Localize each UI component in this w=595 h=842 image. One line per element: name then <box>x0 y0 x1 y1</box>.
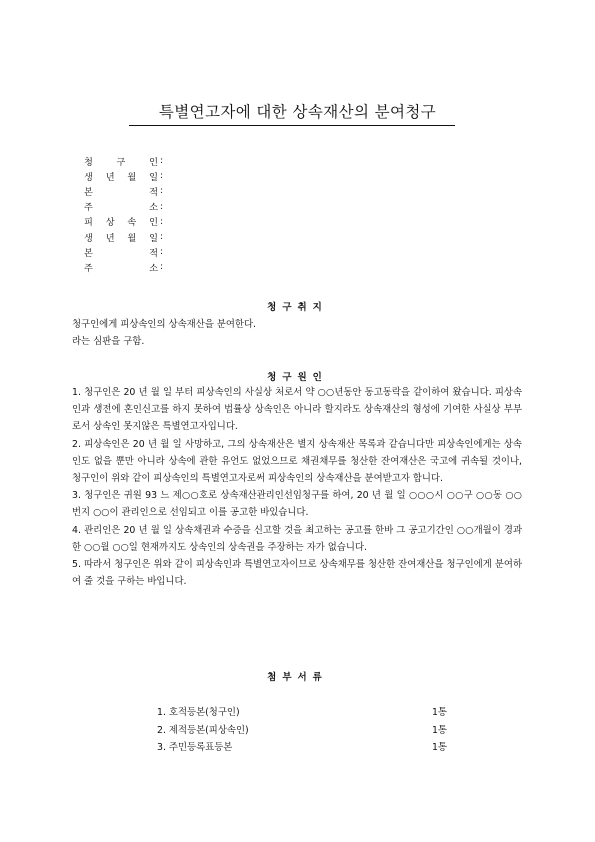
party-label-birthdate: 생 년 월 일 <box>84 232 158 244</box>
purpose-line: 청구인에게 피상속인의 상속재산을 분여한다. <box>72 319 256 330</box>
party-colon: : <box>160 231 164 243</box>
party-info-list <box>84 153 284 275</box>
title-underline <box>129 125 455 126</box>
purpose-line: 라는 심판을 구함. <box>72 336 145 348</box>
party-row-claimant-address <box>84 199 284 214</box>
party-label-address: 주 소 <box>84 262 158 274</box>
purpose-heading: 청구취지 <box>267 302 328 313</box>
attachment-count: 1통 <box>431 707 447 718</box>
attachments-heading: 첨부서류 <box>267 672 328 683</box>
cause-paragraph: 3. 청구인은 귀원 93 느 제○○호로 상속재산관리인선임청구를 하여, 20 년 월 일 ○○○시 ○○구 ○○동 ○○번지 ○○이 관리인으로 선임되고 이를 공고한 바있습니다. <box>72 490 522 519</box>
party-colon: : <box>160 185 164 197</box>
party-row-decedent <box>84 214 284 229</box>
attachments-list <box>157 704 447 757</box>
party-colon: : <box>160 200 164 212</box>
cause-paragraph: 2. 피상속인은 20 년 월 일 사망하고, 그의 상속재산은 별지 상속재산 목록과 같습니다만 피상속인에게는 상속인도 없을 뿐만 아니라 상속에 관한 유언도 없었으므로 채권채무를 청산한 잔여재산은 국고에 귀속될 것이나, 청구인이 위와 같이 피상속인의 특별연고자로써 피상속인의 상속재산을 분여받고자 합니다. <box>72 438 522 485</box>
party-row-decedent-address <box>84 259 284 274</box>
party-colon: : <box>160 215 164 227</box>
cause-paragraph: 4. 관리인은 20 년 월 일 상속채권과 수증을 신고할 것을 최고하는 공고를 한바 그 공고기간인 ○○개월이 경과한 ○○월 ○○일 현재까지도 상속인의 상속권을 주장하는 자가 없습니다. <box>72 524 522 553</box>
party-row-claimant-birthdate <box>84 168 284 183</box>
party-row-decedent-domicile <box>84 244 284 259</box>
cause-paragraph: 1. 청구인은 20 년 월 일 부터 피상속인의 사실상 처로서 약 ○○년동안 동고동락을 같이하여 왔습니다. 피상속인과 생전에 혼인신고를 하지 못하여 법률상 상속인은 아니라 할지라도 상속재산의 형성에 기여한 사실상 부부로서 상속인 못지않은 특별연고자입니다. <box>72 387 522 433</box>
attachment-count: 1통 <box>431 724 447 736</box>
attachment-item <box>157 704 447 722</box>
cause-body <box>72 384 522 590</box>
cause-heading: 청구원인 <box>267 372 328 383</box>
attachment-item <box>157 739 447 757</box>
party-row-claimant-domicile <box>84 183 284 198</box>
party-label-address: 주 소 <box>84 202 158 214</box>
party-label-decedent: 피 상 속 인 <box>84 217 158 229</box>
party-colon: : <box>160 261 164 273</box>
party-colon: : <box>160 170 164 182</box>
party-label-domicile: 본 적 <box>84 186 158 198</box>
attachment-count: 1통 <box>431 742 447 753</box>
party-label-birthdate: 생 년 월 일 <box>84 171 158 183</box>
document-title: 특별연고자에 대한 상속재산의 분여청구 <box>158 103 437 121</box>
cause-paragraph: 5. 따라서 청구인은 위와 같이 피상속인과 특별연고자이므로 상속채무를 청산한 잔여재산을 청구인에게 분여하여 줄 것을 구하는 바입니다. <box>72 559 522 588</box>
party-label-claimant: 청 구 인 <box>84 156 158 168</box>
party-row-decedent-birthdate <box>84 229 284 244</box>
attachment-name: 2. 제적등본(피상속인) <box>157 724 249 736</box>
party-colon: : <box>160 155 164 167</box>
party-row-claimant <box>84 153 284 168</box>
party-label-domicile: 본 적 <box>84 247 158 259</box>
attachment-name: 3. 주민등록표등본 <box>157 742 233 753</box>
purpose-body <box>72 316 522 350</box>
attachment-item <box>157 722 447 740</box>
attachment-name: 1. 호적등본(청구인) <box>157 707 240 718</box>
party-colon: : <box>160 246 164 258</box>
